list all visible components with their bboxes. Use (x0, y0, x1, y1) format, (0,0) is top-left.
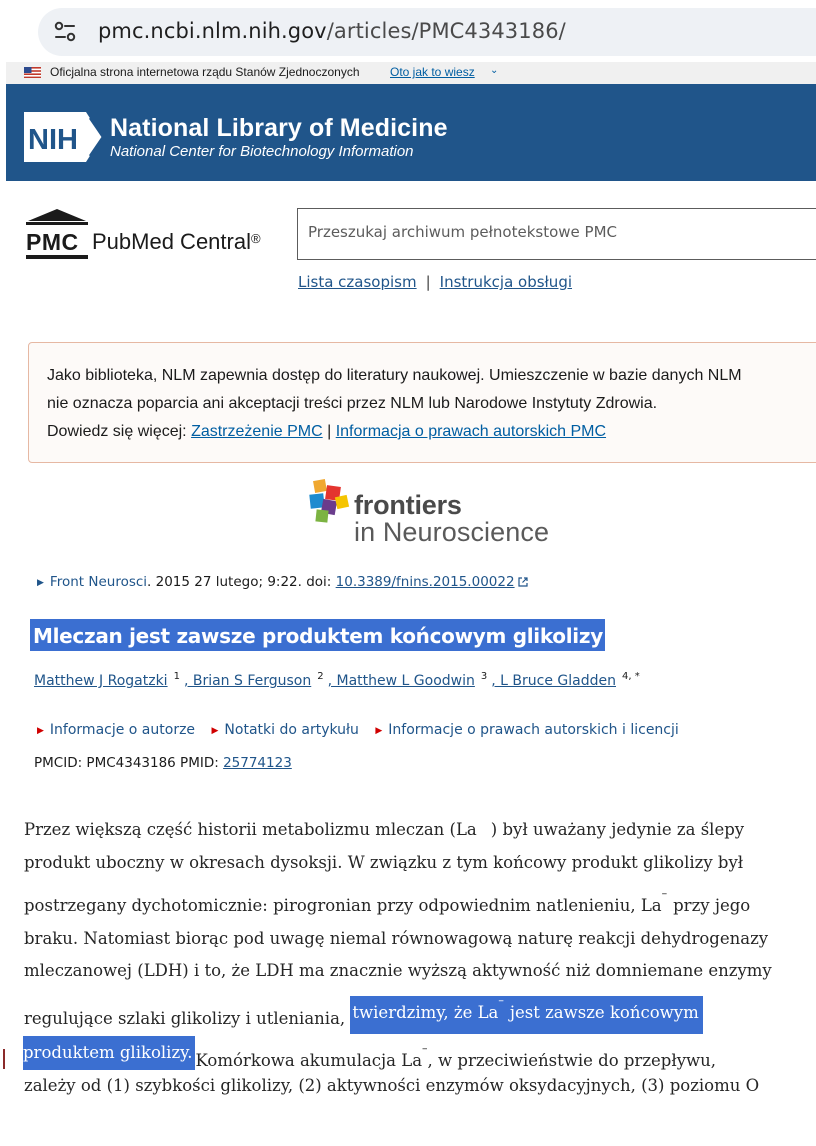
abstract-text: Komórkowa akumulacja La (195, 1051, 423, 1070)
gov-banner-link[interactable]: Oto jak to wiesz (390, 65, 475, 79)
author-link[interactable]: , Brian S Ferguson (183, 673, 312, 689)
doi-link[interactable]: 10.3389/fnins.2015.00022 (335, 574, 515, 590)
disclaimer-line-3 (47, 418, 816, 446)
abstract-text: Przez większą część historii metabolizmu mleczan (La (24, 820, 477, 839)
abstract-line: zależy od (1) szybkości glikolizy, (2) aktywności enzymów oksydacyjnych, (3) poziomu O (24, 1076, 760, 1095)
triangle-right-icon: ▶ (37, 726, 44, 736)
pmc-sub-links (298, 273, 572, 291)
pmc-logo-word[interactable]: PMC (26, 229, 79, 255)
url-host: pmc.ncbi.nlm.nih.gov (98, 19, 327, 43)
nlm-title[interactable]: National Library of Medicine (110, 114, 448, 142)
nih-logo-icon[interactable] (24, 112, 104, 162)
superscript-minus: – (661, 887, 668, 900)
abstract-text: postrzegany dychotomicznie: pirogronian przy odpowiednim natlenieniu, La (24, 896, 662, 915)
article-title-selection (30, 619, 605, 651)
abstract-line: produkt uboczny w okresach dysoksji. W związku z tym końcowy produkt glikolizy był (24, 853, 744, 872)
article-info-links (37, 722, 691, 738)
citation-details: . 2015 27 lutego; 9:22. doi: (147, 574, 336, 590)
search-input[interactable] (308, 223, 808, 241)
selected-text: produktem glikolizy. (23, 1036, 195, 1070)
abstract-text: przy jego (673, 896, 751, 915)
triangle-right-icon: ▶ (37, 578, 44, 588)
abstract-line: braku. Natomiast biorąc pod uwagę niemal równowagową naturę reakcji dehydrogenazy (24, 929, 769, 948)
triangle-right-icon: ▶ (375, 726, 383, 736)
pmcid-text: PMCID: PMC4343186 PMID: (34, 755, 224, 771)
article-title: Mleczan jest zawsze produktem końcowym glikolizy (33, 624, 603, 648)
journal-logo-title: frontiers (354, 490, 462, 520)
gov-banner-text: Oficjalna strona internetowa rządu Stanów Zjednoczonych (50, 65, 360, 79)
abstract-text: , w przeciwieństwie do przepływu, (427, 1051, 717, 1070)
url-path: /articles/PMC4343186/ (326, 19, 566, 43)
disclaimer-line-1: Jako biblioteka, NLM zapewnia dostęp do literatury naukowej. Umieszczenie w bazie danych NLM (47, 367, 742, 384)
nlm-header (6, 84, 816, 181)
external-link-icon[interactable] (518, 577, 528, 587)
author-link[interactable]: Matthew J Rogatzki (34, 673, 168, 689)
citation (37, 574, 528, 590)
disclaimer-sep: | (322, 423, 336, 440)
pmc-copyright-link[interactable]: Informacja o prawach autorskich PMC (335, 423, 607, 440)
journal-name-link[interactable]: Front Neurosci (49, 574, 148, 590)
us-flag-icon (24, 67, 41, 78)
abstract-text: twierdzimy, że La (352, 1003, 499, 1022)
browser-address-bar (0, 0, 816, 62)
author-link[interactable]: , L Bruce Gladden (491, 673, 616, 689)
chevron-down-icon[interactable]: ⌄ (490, 65, 499, 76)
author-link[interactable]: , Matthew L Goodwin (327, 673, 475, 689)
author-affiliation-sup[interactable]: 3 (480, 671, 488, 682)
abstract-text: jest zawsze końcowym (509, 1003, 699, 1022)
abstract-text: regulujące szlaki glikolizy i utleniania, (24, 1009, 346, 1028)
pmc-name-text: PubMed Central (92, 229, 251, 254)
link-separator: | (425, 273, 431, 291)
author-affiliation-sup[interactable]: 2 (317, 671, 324, 682)
disclaimer-box (28, 342, 816, 463)
abstract-line (24, 994, 703, 1040)
pmc-name[interactable] (92, 229, 261, 255)
copyright-info-toggle[interactable]: Informacje o prawach autorskich i licencji (388, 722, 679, 738)
abstract-line (24, 887, 751, 915)
journal-logo-subtitle: in Neuroscience (354, 517, 550, 547)
author-list (34, 673, 644, 689)
abstract-line (24, 1044, 716, 1078)
triangle-right-icon: ▶ (211, 726, 219, 736)
url-text[interactable] (98, 19, 566, 43)
author-info-toggle[interactable]: Informacje o autorze (49, 722, 196, 738)
text-cursor (3, 1049, 5, 1069)
frontiers-logo-icon[interactable] (308, 478, 352, 526)
nlm-subtitle: National Center for Biotechnology Information (110, 143, 414, 160)
nih-logo-text: NIH (28, 124, 78, 156)
user-guide-link[interactable]: Instrukcja obsługi (439, 273, 573, 291)
gov-banner (6, 62, 816, 84)
article-notes-toggle[interactable]: Notatki do artykułu (224, 722, 359, 738)
superscript-minus: – (422, 1042, 428, 1055)
abstract-line (24, 820, 744, 839)
author-affiliation-sup[interactable]: 4, * (622, 671, 640, 682)
abstract-text: ) był uważany jedynie za ślepy (490, 820, 745, 839)
search-box[interactable] (297, 208, 816, 260)
pmid-link[interactable]: 25774123 (223, 755, 292, 771)
registered-mark: ® (250, 231, 261, 246)
selected-text (350, 996, 702, 1034)
site-settings-icon[interactable] (52, 20, 78, 44)
disclaimer-line-2: nie oznacza poparcia ani akceptacji treści przez NLM lub Narodowe Instytuty Zdrowia. (47, 395, 658, 412)
author-affiliation-sup[interactable]: 1 (173, 671, 180, 682)
pmc-disclaimer-link[interactable]: Zastrzeżenie PMC (191, 423, 323, 440)
superscript-minus: – (498, 994, 504, 1007)
journal-list-link[interactable]: Lista czasopism (298, 273, 417, 291)
abstract-line: mleczanowej (LDH) i to, że LDH ma znacznie wyższą aktywność niż domniemane enzymy (24, 961, 772, 980)
article-ids (34, 755, 292, 771)
disclaimer-prefix: Dowiedz się więcej: (47, 423, 192, 440)
